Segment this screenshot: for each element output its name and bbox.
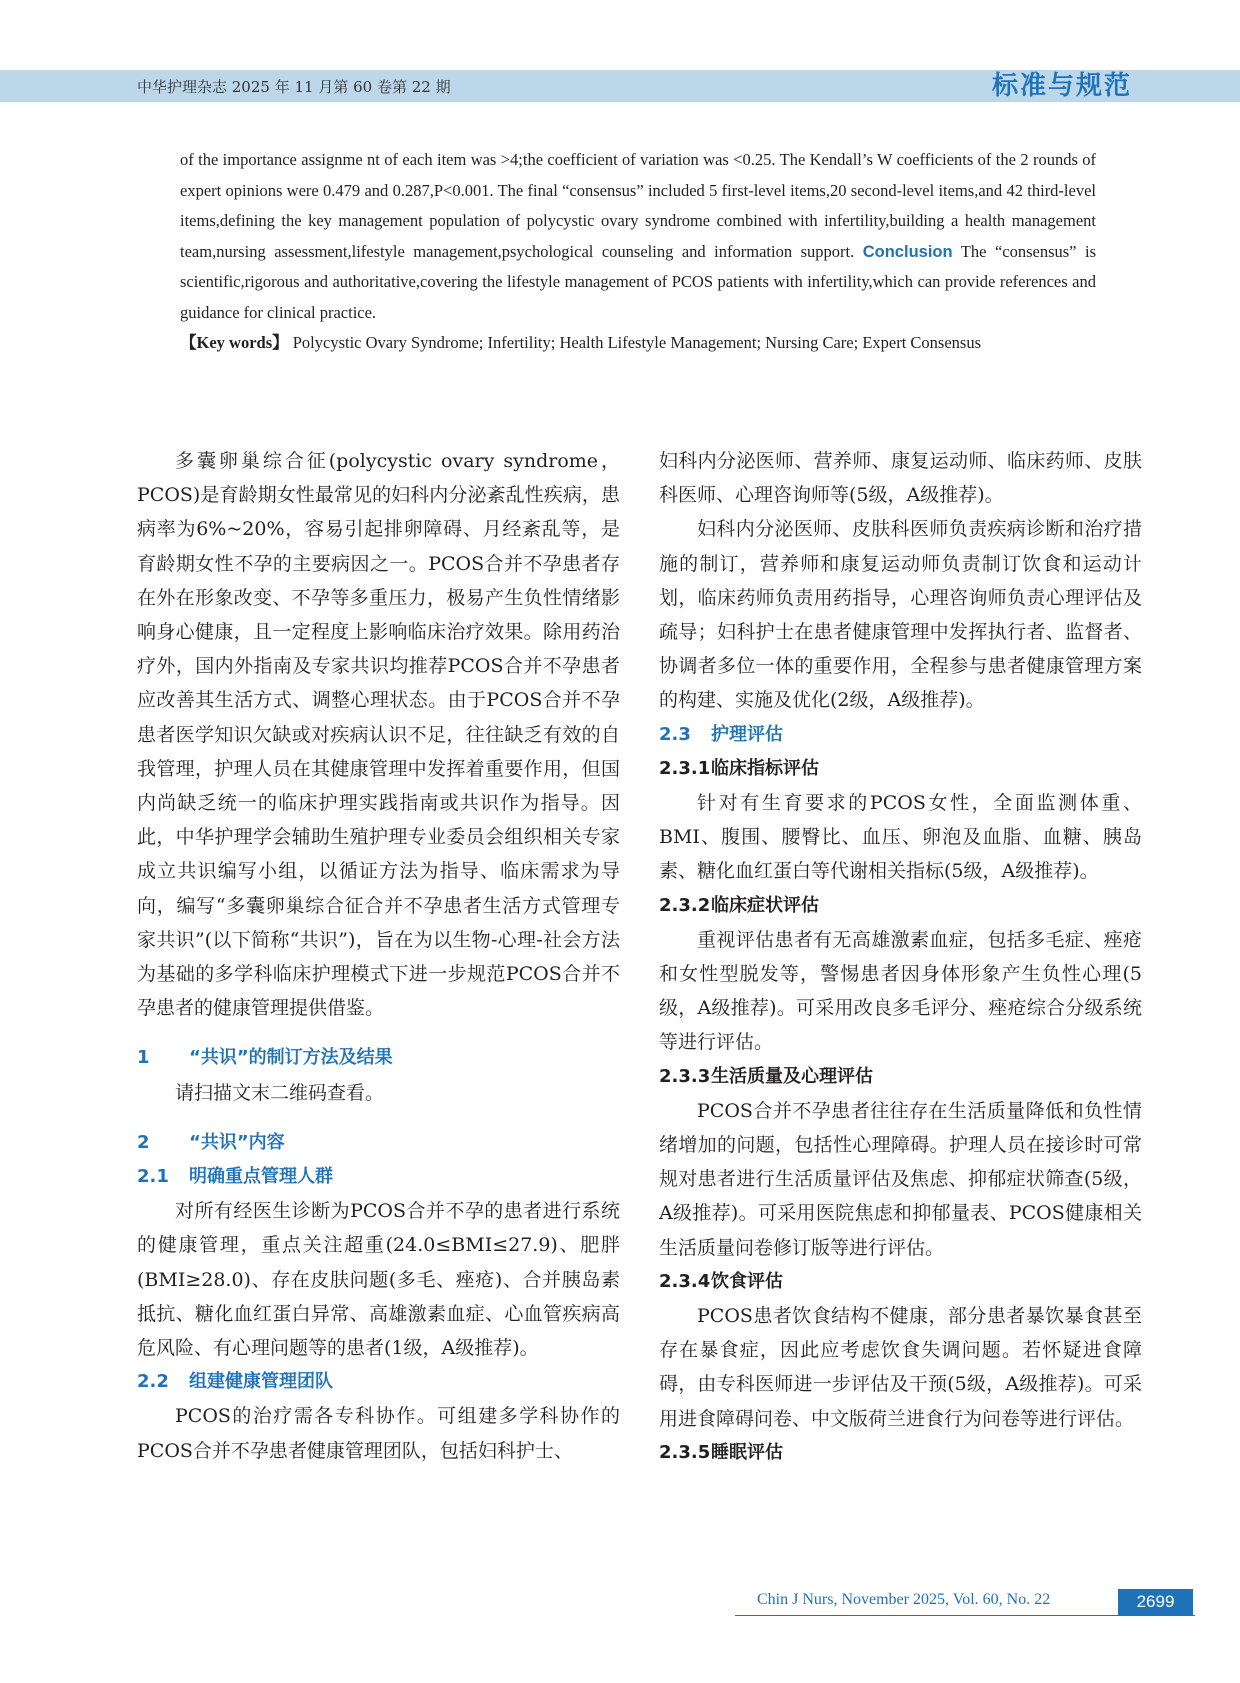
section-2-3-heading [659,718,1142,752]
section-2-2-continued: 妇科内分泌医师、营养师、康复运动师、临床药师、皮肤科医师、心理咨询师等(5级，A级推荐)。 [659,450,1142,507]
section-2-3-2-text: 重视评估患者有无高雄激素血症，包括多毛症、痤疮和女性型脱发等，警惕患者因身体形象产生负性心理(5级，A级推荐)。可采用改良多毛评分、痤疮综合分级系统等进行评估。 [659,928,1142,1054]
section-2-1-heading [137,1160,620,1194]
section-2-2-heading [137,1365,620,1399]
left-column [137,444,620,1468]
section-2-3-2-title: 临床症状评估 [711,894,819,916]
abstract [180,145,1096,359]
section-2-3-5-title: 睡眠评估 [711,1441,783,1463]
section-2-3-1-title: 临床指标评估 [711,757,819,779]
section-2-3-5-number: 2.3.5 [659,1441,711,1463]
section-2-1-text: 对所有经医生诊断为PCOS合并不孕的患者进行系统的健康管理，重点关注超重(24.0≤BMI≤27.9)、肥胖(BMI≥28.0)、存在皮肤问题(多毛、痤疮)、合并胰岛素抵抗、糖化血红蛋白异常、高雄激素血症、心血管疾病高危风险、有心理问题等的患者(1级，A级推荐)。 [137,1200,620,1360]
section-2-3-5-heading [659,1436,1142,1470]
section-2-3-3-text: PCOS合并不孕患者往往存在生活质量降低和负性情绪增加的问题，包括性心理障碍。护理人员在接诊时可常规对患者进行生活质量评估及焦虑、抑郁症状筛查(5级，A级推荐)。可采用医院焦虑和抑郁量表、PCOS健康相关生活质量问卷修订版等进行评估。 [659,1099,1142,1259]
section-2-3-4-title: 饮食评估 [711,1270,783,1292]
section-1-number: 1 [137,1047,150,1069]
section-2-3-2-heading [659,889,1142,923]
section-2-3-3-heading [659,1060,1142,1094]
intro-paragraph: 多囊卵巢综合征(polycystic ovary syndrome，PCOS)是育龄期女性最常见的妇科内分泌紊乱性疾病，患病率为6%~20%，容易引起排卵障碍、月经紊乱等，是育龄期女性不孕的主要病因之一。PCOS合并不孕患者存在外在形象改变、不孕等多重压力，极易产生负性情绪影响身心健康，且一定程度上影响临床治疗效果。除用药治疗外，国内外指南及专家共识均推荐PCOS合并不孕患者应改善其生活方式、调整心理状态。由于PCOS合并不孕患者医学知识欠缺或对疾病认识不足，往往缺乏有效的自我管理，护理人员在其健康管理中发挥着重要作用，但国内尚缺乏统一的临床护理实践指南或共识作为指导。因此，中华护理学会辅助生殖护理专业委员会组织相关专家成立共识编写小组，以循证方法为指导、临床需求为导向，编写“多囊卵巢综合征合并不孕患者生活方式管理专家共识”(以下简称“共识”)，旨在为以生物-心理-社会方法为基础的多学科临床护理模式下进一步规范PCOS合并不孕患者的健康管理提供借鉴。 [137,450,620,1020]
section-2-3-1-number: 2.3.1 [659,757,711,779]
right-column [659,444,1142,1470]
section-1-title: “共识”的制订方法及结果 [189,1047,393,1069]
section-2-title: “共识”内容 [189,1131,285,1153]
section-1-heading [137,1041,620,1075]
section-2-3-1-heading [659,752,1142,786]
section-2-heading [137,1126,620,1160]
keywords-label: 【Key words】 [180,333,289,352]
section-title: 标准与规范 [992,71,1133,101]
section-2-3-1-text: 针对有生育要求的PCOS女性，全面监测体重、BMI、腹围、腰臀比、血压、卵泡及血脂、血糖、胰岛素、糖化血红蛋白等代谢相关指标(5级，A级推荐)。 [659,792,1142,883]
section-2-2-title: 组建健康管理团队 [189,1371,333,1393]
section-2-3-number: 2.3 [659,723,691,745]
section-2-3-title: 护理评估 [711,723,783,745]
page-number: 2699 [1118,1589,1193,1615]
journal-header: 中华护理杂志 2025 年 11 月第 60 卷第 22 期 [137,78,451,96]
section-2-2-text: PCOS的治疗需各专科协作。可组建多学科协作的PCOS合并不孕患者健康管理团队，包括妇科护士、 [137,1405,620,1462]
section-2-1-number: 2.1 [137,1166,169,1188]
keywords [180,328,1096,359]
section-2-2-text-2: 妇科内分泌医师、皮肤科医师负责疾病诊断和治疗措施的制订，营养师和康复运动师负责制订饮食和运动计划，临床药师负责用药指导，心理咨询师负责心理评估及疏导；妇科护士在患者健康管理中发挥执行者、监督者、协调者多位一体的重要作用，全程参与患者健康管理方案的构建、实施及优化(2级，A级推荐)。 [659,518,1142,712]
section-2-3-4-number: 2.3.4 [659,1270,711,1292]
abstract-text-1: of the importance assignme nt of each item was >4;the coefficient of variation was <0.25. The Kendall’s W coefficients of the 2 rounds of expert opinions were 0.479 and 0.287,P<0.001. The final “consensus” included 5 first-level items,20 second-level items,and 42 third-level items,defining the key management population of polycystic ovary syndrome combined with infertility,building a health management team,nursing assessment,lifestyle management,psychological counseling and information support. [180,150,1096,261]
section-2-3-2-number: 2.3.2 [659,894,711,916]
footer-citation: Chin J Nurs, November 2025, Vol. 60, No. 22 [757,1591,1051,1608]
abstract-text-2: The “consensus” is scientific,rigorous and authoritative,covering the lifestyle management of PCOS patients with infertility,which can provide references and guidance for clinical practice. [180,241,1097,322]
section-2-3-4-heading [659,1265,1142,1299]
section-2-3-3-number: 2.3.3 [659,1065,711,1087]
section-2-3-4-text: PCOS患者饮食结构不健康，部分患者暴饮暴食甚至存在暴食症，因此应考虑饮食失调问题。若怀疑进食障碍，由专科医师进一步评估及干预(5级，A级推荐)。可采用进食障碍问卷、中文版荷兰进食行为问卷等进行评估。 [659,1305,1142,1430]
section-1-text: 请扫描文末二维码查看。 [175,1081,385,1104]
section-2-1-title: 明确重点管理人群 [189,1166,333,1188]
section-2-2-number: 2.2 [137,1371,169,1393]
section-2-3-3-title: 生活质量及心理评估 [711,1065,873,1087]
abstract-body [180,145,1096,328]
conclusion-label: Conclusion [862,242,953,261]
footer-rule [735,1615,1195,1616]
keywords-text: Polycystic Ovary Syndrome; Infertility; Health Lifestyle Management; Nursing Care; Expert Consensus [288,333,982,352]
section-2-number: 2 [137,1131,150,1153]
